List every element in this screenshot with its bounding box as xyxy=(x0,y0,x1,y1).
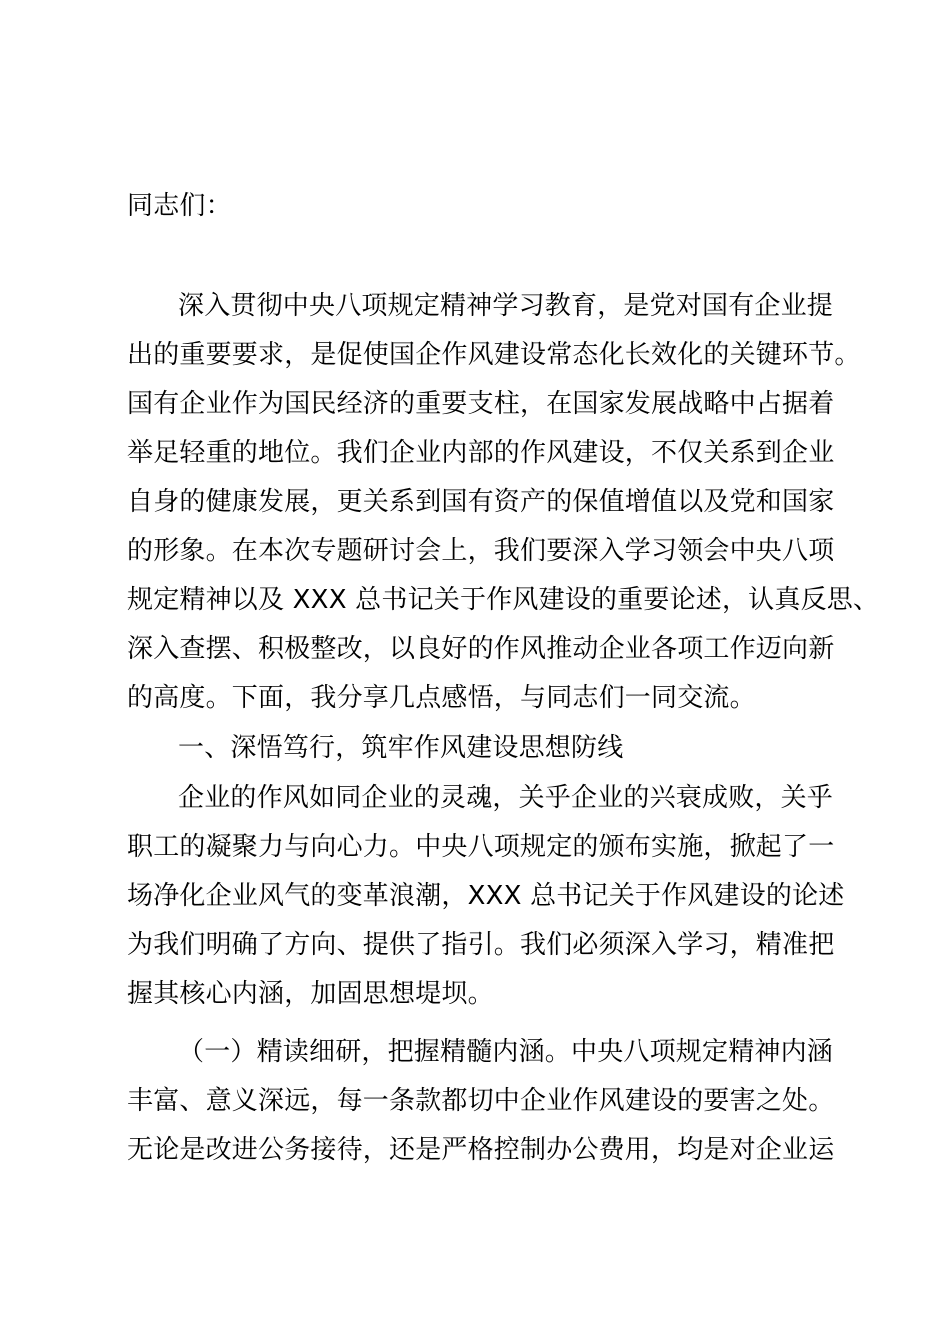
paragraph-line: 深入查摆、积极整改，以良好的作风推动企业各项工作迈向新 xyxy=(127,634,835,664)
paragraph-line: 丰富、意义深远，每一条款都切中企业作风建设的要害之处。 xyxy=(127,1086,835,1116)
paragraph-line: 出的重要要求，是促使国企作风建设常态化长效化的关键环节。 xyxy=(127,340,861,370)
paragraph-line: 深入贯彻中央八项规定精神学习教育，是党对国有企业提 xyxy=(178,291,834,321)
paragraph-line: 国有企业作为国民经济的重要支柱，在国家发展战略中占据着 xyxy=(127,389,835,419)
paragraph-line: 举足轻重的地位。我们企业内部的作风建设，不仅关系到企业 xyxy=(127,438,835,468)
paragraph-line: 场净化企业风气的变革浪潮，XXX 总书记关于作风建设的论述 xyxy=(127,881,845,911)
paragraph-line: 自身的健康发展，更关系到国有资产的保值增值以及党和国家 xyxy=(127,487,835,517)
paragraph-line: 职工的凝聚力与向心力。中央八项规定的颁布实施，掀起了一 xyxy=(127,832,835,862)
section-heading: 一、深悟笃行，筑牢作风建设思想防线 xyxy=(178,733,624,763)
paragraph-line: 握其核心内涵，加固思想堤坝。 xyxy=(127,979,494,1009)
salutation: 同志们： xyxy=(127,191,232,221)
paragraph-line: 规定精神以及 XXX 总书记关于作风建设的重要论述，认真反思、 xyxy=(127,585,880,615)
paragraph-line: 企业的作风如同企业的灵魂，关乎企业的兴衰成败，关乎 xyxy=(178,783,834,813)
paragraph-line: 的高度。下面，我分享几点感悟，与同志们一同交流。 xyxy=(127,683,756,713)
paragraph-line: 为我们明确了方向、提供了指引。我们必须深入学习，精准把 xyxy=(127,930,835,960)
paragraph-line: 的形象。在本次专题研讨会上，我们要深入学习领会中央八项 xyxy=(127,536,835,566)
subsection-line: （一）精读细研，把握精髓内涵。中央八项规定精神内涵 xyxy=(178,1037,834,1067)
paragraph-line: 无论是改进公务接待，还是严格控制办公费用，均是对企业运 xyxy=(127,1135,835,1165)
